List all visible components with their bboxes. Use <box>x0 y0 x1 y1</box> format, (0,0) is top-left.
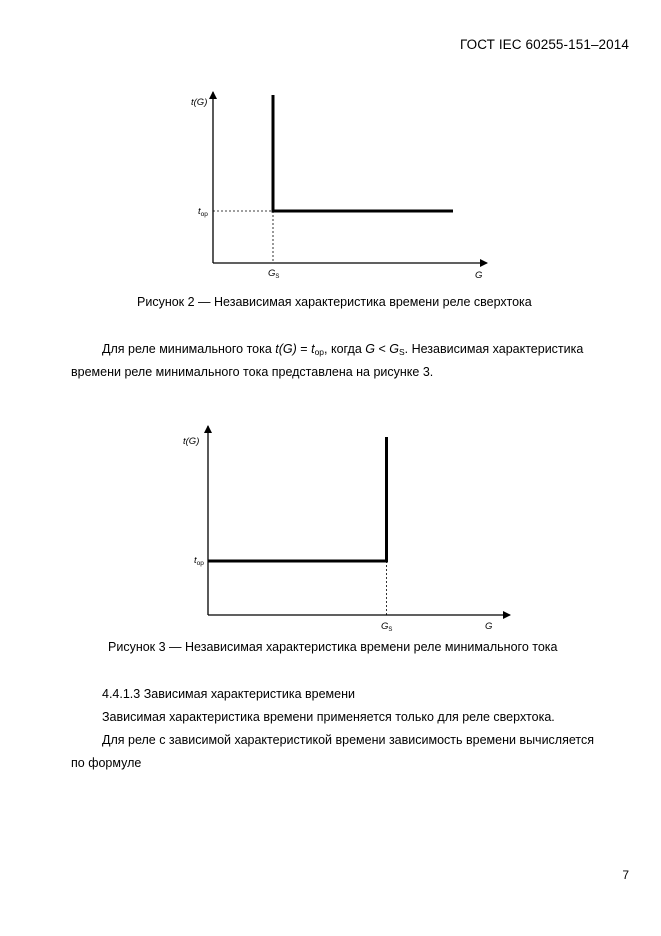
section-paragraph-2-line-2: по формуле <box>71 756 142 770</box>
top-label: $t_{op}$ <box>194 555 204 567</box>
gs-label: $G_S$ <box>381 621 393 633</box>
figure-3-caption: Рисунок 3 — Независимая характеристика времени реле минимального тока <box>108 640 558 654</box>
document-header: ГОСТ IEC 60255-151–2014 <box>459 37 629 52</box>
paragraph-1-line-2: времени реле минимального тока представлена на рисунке 3. <box>71 365 434 379</box>
section-heading: 4.4.1.3 Зависимая характеристика времени <box>102 687 355 701</box>
gs-label: $G_S$ <box>268 268 280 280</box>
x-axis-label: G <box>485 621 493 632</box>
section-paragraph-1: Зависимая характеристика времени применяется только для реле сверхтока. <box>102 710 555 724</box>
y-axis-label: t(G) <box>183 436 200 447</box>
page-number: 7 <box>622 868 629 882</box>
x-axis-label: G <box>475 270 483 281</box>
section-paragraph-2-line-1: Для реле с зависимой характеристикой времени зависимость времени вычисляется <box>102 733 595 747</box>
paragraph-1-line-1: Для реле минимального тока $t(G) = t_{op}$, когда $G < G_S$. Независимая характеристика <box>102 342 584 357</box>
top-label: $t_{op}$ <box>198 206 208 218</box>
y-axis-label: t(G) <box>191 97 208 108</box>
figure-2-caption: Рисунок 2 — Независимая характеристика времени реле сверхтока <box>137 295 532 309</box>
